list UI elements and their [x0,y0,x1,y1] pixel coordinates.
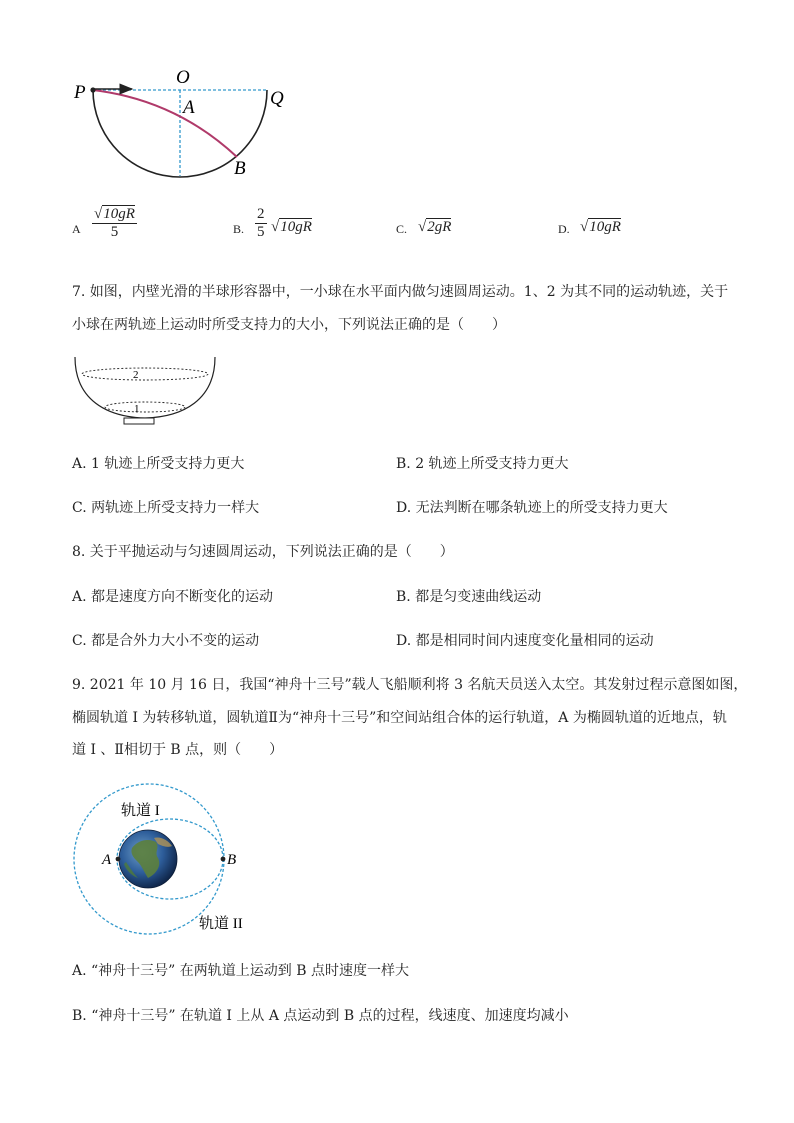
label-A: A [183,97,195,118]
q8-stem: 8. 关于平抛运动与匀速圆周运动，下列说法正确的是（ ） [72,544,454,560]
label-orbit-i: 轨道 I [121,803,160,819]
option-label: A [72,222,81,236]
q9-stem-line1: 9. 2021 年 10 月 16 日，我国“神舟十三号”载人飞船顺利将 3 名航天员送入太空。其发射过程示意图如图， [72,677,748,693]
earth-icon [119,830,177,888]
bowl-base [124,418,154,424]
label-Q: Q [270,88,284,109]
label-B: B [234,158,246,179]
q8-option-b: B. 都是匀变速曲线运动 [396,589,542,605]
q9-option-b: B. “神舟十三号” 在轨道 I 上从 A 点运动到 B 点的过程，线速度、加速度均减小 [72,1008,569,1024]
label-O: O [176,67,190,88]
q7-option-d: D. 无法判断在哪条轨迹上的所受支持力更大 [396,500,668,516]
q9-stem-line2: 椭圆轨道 I 为转移轨道，圆轨道Ⅱ为“神舟十三号”和空间站组合体的运行轨道，A 为椭圆轨道的近地点，轨 [72,710,727,726]
q7-option-a: A. 1 轨迹上所受支持力更大 [72,456,245,472]
q7-option-c: C. 两轨迹上所受支持力一样大 [72,500,260,516]
label-orbit-2: 2 [133,369,139,381]
orbit-2 [82,368,208,380]
q7-option-b: B. 2 轨迹上所受支持力更大 [396,456,569,472]
option-label: C. [396,222,408,236]
label-P: P [74,82,86,103]
hemisphere-bowl-figure [72,355,222,430]
option-label: D. [558,222,570,236]
q9-stem-line3: 道 I 、Ⅱ相切于 B 点，则（ ） [72,742,284,758]
q8-option-a: A. 都是速度方向不断变化的运动 [72,589,274,605]
point-A-dot [116,857,121,862]
orbit-1 [105,402,185,412]
point-B-dot [221,857,226,862]
option-expr-b-frac: $\frac{2}{5}$ [257,206,265,240]
label-B: B [227,852,237,868]
label-A: A [102,852,112,868]
q7-stem-line1: 7. 如图，内壁光滑的半球形容器中，一小球在水平面内做匀速圆周运动。1、2 为其不同的运动轨迹，关于 [72,284,729,300]
q8-option-d: D. 都是相同时间内速度变化量相同的运动 [396,633,654,649]
option-expr-b-root: √10gR [271,219,312,235]
option-expr-a: $\frac{√10gR}{5}$ [94,206,135,240]
point-P-dot [90,87,95,92]
semicircle-figure [66,62,306,187]
orbit-figure [68,782,258,937]
label-orbit-1: 1 [134,403,140,415]
q7-stem-line2: 小球在两轨迹上运动时所受支持力的大小，下列说法正确的是（ ） [72,317,506,333]
option-label: B. [233,222,245,236]
option-expr-d: √10gR [580,219,621,235]
option-expr-c: √2gR [418,219,452,235]
q9-option-a: A. “神舟十三号” 在两轨道上运动到 B 点时速度一样大 [72,963,409,979]
q8-option-c: C. 都是合外力大小不变的运动 [72,633,260,649]
label-orbit-ii: 轨道 II [199,916,243,932]
bowl-outline [75,357,215,418]
